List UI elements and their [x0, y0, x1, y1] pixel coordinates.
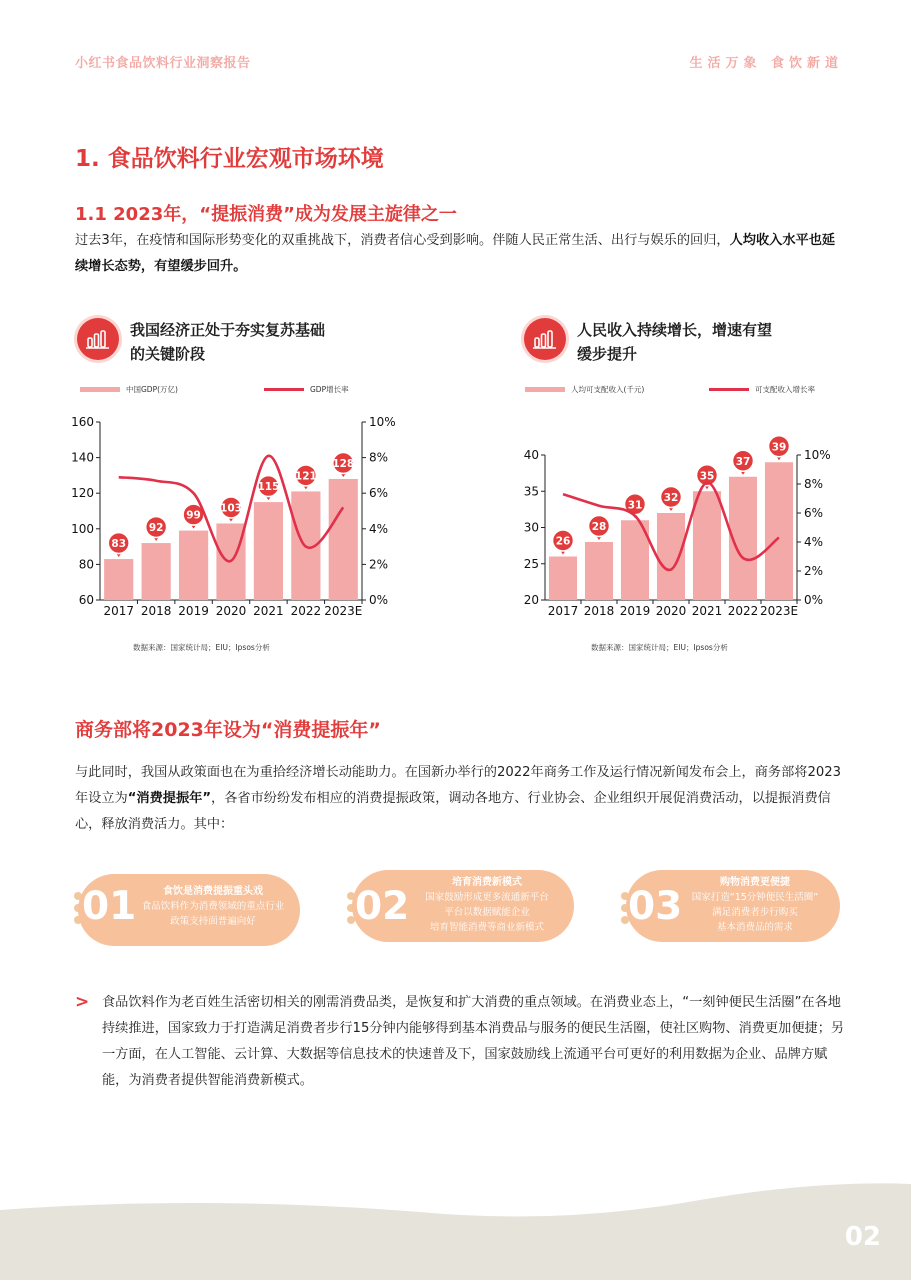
chart-source: 数据来源：国家统计局；EIU；Ipsos分析: [591, 643, 728, 652]
data-label: 99: [186, 509, 201, 522]
left-tick-label: 20: [523, 593, 539, 607]
chart-header-income: [524, 318, 772, 366]
pill-line: 食品饮料作为消费领域的重点行业: [141, 901, 285, 912]
report-slogan: 生活万象 食饮新道: [689, 56, 843, 71]
chart-title-line2: 的关键阶段: [130, 345, 206, 363]
data-label: 35: [699, 470, 715, 483]
page-number: 02: [844, 1222, 881, 1252]
x-tick-label: 2020: [655, 604, 687, 618]
data-label: 115: [257, 481, 280, 494]
x-tick-label: 2021: [253, 604, 284, 618]
right-tick-label: 0%: [804, 593, 824, 607]
section2-text: ，各省市纷纷发布相应的消费提振政策，调动各地方、行业协会、企业组织开展促消费活动，以提振消费信心，释放消费活力。其中：: [75, 791, 831, 832]
legend-label: 人均可支配收入(千元): [571, 385, 645, 394]
left-tick-label: 80: [78, 557, 94, 572]
bar-chart-icon: [77, 318, 119, 360]
bar: [329, 479, 358, 600]
x-tick-label: 2022: [727, 604, 759, 618]
x-tick-label: 2021: [691, 604, 723, 618]
intro-text: 过去3年，在疫情和国际形势变化的双重挑战下，消费者信心受到影响。伴随人民正常生活、出行与娱乐的回归，: [75, 233, 730, 248]
bar: [142, 543, 171, 600]
x-tick-label: 2019: [178, 604, 209, 618]
pill-title: 购物消费更便捷: [720, 877, 790, 888]
bar: [765, 462, 793, 600]
pill-line: 国家打造“15分钟便民生活圈”: [691, 892, 819, 903]
left-tick-label: 30: [523, 520, 539, 535]
bar: [104, 559, 133, 600]
x-tick-label: 2018: [140, 604, 172, 618]
data-label: 92: [148, 522, 164, 535]
left-tick-label: 140: [71, 450, 94, 465]
pill-number: 01: [82, 884, 137, 929]
data-label: 31: [627, 499, 643, 512]
data-label: 128: [332, 457, 355, 470]
right-tick-label: 2%: [804, 564, 824, 578]
legend-label: 中国GDP(万亿): [126, 385, 178, 394]
data-label: 121: [294, 470, 317, 483]
bar: [585, 542, 613, 600]
x-tick-label: 2017: [103, 604, 134, 618]
data-label: 28: [591, 521, 607, 533]
chart-source: 数据来源：国家统计局；EIU；Ipsos分析: [133, 643, 270, 652]
section2-text: 与此同时，我国从政策面也在为重拾经济增长动能助力。在国新办举行的2022年商务工作及运行情况新闻发布会上，商务部将2023年设立为: [75, 765, 842, 806]
left-tick-label: 100: [71, 521, 94, 536]
x-tick-label: 2019: [619, 604, 651, 618]
intro-paragraph: [75, 228, 845, 280]
pill-number: 02: [355, 884, 410, 929]
bar: [254, 502, 283, 600]
right-tick-label: 10%: [804, 448, 831, 462]
x-tick-label: 2022: [290, 604, 322, 618]
x-tick-label: 2017: [547, 604, 579, 618]
pill-line: 培育智能消费等商业新模式: [429, 922, 544, 933]
left-tick-label: 120: [71, 486, 94, 501]
left-tick-label: 60: [78, 593, 94, 607]
right-tick-label: 2%: [369, 557, 389, 572]
data-label: 39: [771, 441, 787, 454]
section2-paragraph: [75, 760, 845, 838]
data-label: 26: [555, 535, 571, 548]
gdp-chart: [60, 375, 420, 625]
pill-line: 平台以数据赋能企业: [444, 907, 530, 918]
section2-bold-text: “消费提振年”: [127, 791, 212, 806]
bar: [693, 491, 721, 600]
pill-line: 政策支持面普遍向好: [170, 916, 256, 927]
right-tick-label: 8%: [369, 450, 389, 465]
data-label: 103: [220, 502, 242, 515]
bar: [549, 557, 577, 601]
right-tick-label: 0%: [369, 593, 389, 607]
legend-swatch-bar: [80, 387, 120, 392]
section-title: 1. 食品饮料行业宏观市场环境: [75, 146, 384, 172]
x-tick-label: 2023E: [759, 604, 799, 618]
bullet-paragraph: 食品饮料作为老百姓生活密切相关的刚需消费品类，是恢复和扩大消费的重点领域。在消费业态上，“一刻钟便民生活圈”在各地持续推进，国家致力于打造满足消费者步行15分钟内能够得到基本消费品与服务的便民生活圈，使社区购物、消费更加便捷；另一方面，在人工智能、云计算、大数据等信息技术的快速普及下，国家鼓励线上流通平台可更好的利用数据为企业、品牌方赋能，为消费者提供智能消费新模式。: [102, 995, 845, 1088]
right-tick-label: 10%: [369, 415, 396, 429]
right-tick-label: 4%: [804, 535, 824, 549]
legend-swatch-bar: [525, 387, 565, 392]
intro-bold-text: 人均收入水平也延续增长态势，有望缓步回升。: [75, 233, 836, 274]
left-tick-label: 160: [71, 415, 94, 429]
x-tick-label: 2023E: [324, 604, 363, 618]
chart-title-line2: 缓步提升: [577, 345, 638, 363]
section2-title: 商务部将2023年设为“消费提振年”: [75, 719, 381, 741]
legend-label: 可支配收入增长率: [755, 385, 815, 394]
pill-line: 国家鼓励形成更多流通新平台: [425, 892, 549, 903]
right-tick-label: 6%: [804, 506, 824, 520]
pill-title: 食饮是消费提振重头戏: [163, 886, 263, 897]
right-tick-label: 8%: [804, 477, 824, 491]
pill-line: 满足消费者步行购买: [712, 907, 798, 918]
pill-number: 03: [628, 884, 683, 929]
legend-swatch-line: [709, 388, 749, 391]
bar: [657, 513, 685, 600]
right-tick-label: 6%: [369, 486, 389, 501]
chart-header-gdp: [77, 318, 325, 366]
report-title: 小红书食品饮料行业洞察报告: [75, 56, 251, 71]
footer-wave: [0, 1170, 911, 1280]
data-label: 83: [111, 538, 127, 551]
section-subtitle: 1.1 2023年，“提振消费”成为发展主旋律之一: [75, 204, 457, 225]
pill-line: 基本消费品的需求: [716, 922, 793, 933]
bar: [179, 531, 208, 600]
data-label: 37: [735, 455, 751, 468]
chevron-right-icon: >: [75, 992, 90, 1012]
income-chart: [505, 375, 845, 625]
legend-label: GDP增长率: [310, 385, 349, 394]
left-tick-label: 25: [523, 556, 539, 571]
pill-title: 培育消费新模式: [452, 877, 522, 888]
x-tick-label: 2018: [583, 604, 615, 618]
data-label: 32: [663, 492, 679, 504]
legend-swatch-line: [264, 388, 304, 391]
left-tick-label: 35: [523, 484, 539, 499]
x-tick-label: 2020: [215, 604, 247, 618]
bar-chart-icon: [524, 318, 566, 360]
chart-title-line1: 人民收入持续增长，增速有望: [577, 321, 773, 339]
right-tick-label: 4%: [369, 521, 389, 536]
chart-title-line1: 我国经济正处于夯实复苏基础: [130, 321, 326, 339]
left-tick-label: 40: [523, 448, 539, 462]
